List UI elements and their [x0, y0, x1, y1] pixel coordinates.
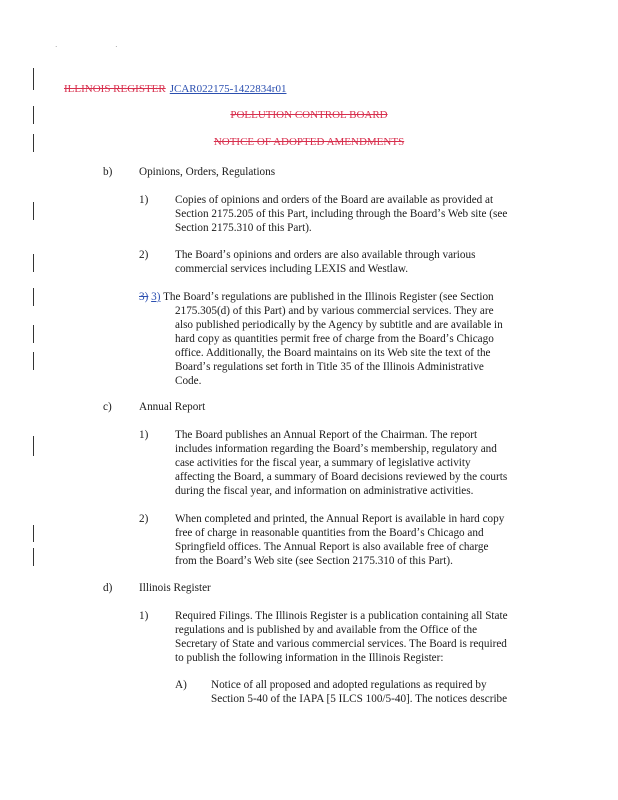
text-line: to publish the following information in the Illinois Register: — [175, 652, 444, 664]
text-line: Boardʼs regulations set forth in Title 35 of the Illinois Administrative — [175, 361, 484, 373]
text-line: The Board publishes an Annual Report of the Chairman. The report — [175, 429, 478, 441]
paragraph — [175, 304, 555, 388]
change-bar — [33, 254, 34, 272]
scan-marks: · · — [55, 43, 146, 51]
paragraph — [175, 512, 555, 568]
text-line: Section 5-40 of the IAPA [5 ILCS 100/5-40]. The notices describe — [211, 693, 508, 705]
text-line: includes information regarding the Boardʼs membership, regulatory and — [175, 443, 497, 455]
text-line: Secretary of State and various commercial services. The Board is required — [175, 638, 507, 650]
text-line: also published periodically by the Agency by subtitle and are available in — [175, 319, 503, 331]
section-label: d) — [103, 582, 113, 594]
deleted-number: 3) — [139, 291, 149, 303]
section-title: Opinions, Orders, Regulations — [139, 166, 276, 178]
change-bar — [33, 525, 34, 542]
text-line: The Boardʼs opinions and orders are also available through various — [175, 249, 476, 261]
item-number: 1) — [139, 429, 149, 441]
text-line: office. Additionally, the Board maintains on its Web site the text of the — [175, 347, 491, 359]
text-line: hard copy as quantities permit free of charge from the Boardʼs Chicago — [175, 333, 494, 345]
text-line: affecting the Board, a summary of Board decisions reviewed by the courts — [175, 471, 508, 483]
text-line: Required Filings. The Illinois Register is a publication containing all State — [175, 610, 508, 622]
change-bar — [33, 436, 34, 456]
text-line: 2175.305(d) of this Part) and by various commercial services. They are — [175, 305, 494, 317]
register-code: JCAR022175-1422834r01 — [169, 83, 287, 95]
item-number: 1) — [139, 610, 149, 622]
item-number: 2) — [139, 249, 149, 261]
paragraph — [211, 678, 551, 706]
notice-title: NOTICE OF ADOPTED AMENDMENTS — [213, 136, 405, 148]
change-bar — [33, 325, 34, 343]
text-line: The Boardʼs regulations are published in the Illinois Register (see Section — [163, 291, 494, 303]
text-line: Section 2175.310 of this Part). — [175, 222, 312, 234]
text-line: Section 2175.205 of this Part, including through the Boardʼs Web site (see — [175, 208, 508, 220]
paragraph — [175, 609, 555, 665]
change-bar — [33, 288, 34, 306]
section-label: c) — [103, 401, 112, 413]
item-number: 1) — [139, 194, 149, 206]
paragraph — [175, 428, 555, 498]
text-line: case activities for the fiscal year, a summary of legislative activity — [175, 457, 471, 469]
register-header — [64, 79, 286, 97]
text-line: from the Boardʼs Web site (see Section 2175.310 of this Part). — [175, 555, 453, 567]
paragraph — [175, 193, 555, 235]
text-line: Springfield offices. The Annual Report is also available free of charge — [175, 541, 489, 553]
change-bar — [33, 352, 34, 370]
text-line: during the fiscal year, and information on administrative activities. — [175, 485, 474, 497]
inserted-number: 3) — [151, 291, 161, 303]
agency-name: POLLUTION CONTROL BOARD — [230, 109, 388, 121]
paragraph — [175, 248, 555, 276]
text-line: regulations and is published by and available from the Office of the — [175, 624, 478, 636]
change-bar — [33, 202, 34, 220]
section-title: Annual Report — [139, 401, 206, 413]
change-bar — [33, 548, 34, 566]
item-number: 2) — [139, 513, 149, 525]
section-title: Illinois Register — [139, 582, 211, 594]
text-line: commercial services including LEXIS and Westlaw. — [175, 263, 409, 275]
section-label: b) — [103, 166, 113, 178]
text-line: free of charge in reasonable quantities from the Boardʼs Chicago and — [175, 527, 484, 539]
paragraph-first-line — [139, 290, 494, 304]
change-bar — [33, 68, 34, 90]
register-title-deleted: ILLINOIS REGISTER — [64, 83, 166, 95]
text-line: Code. — [175, 375, 202, 387]
item-number: A) — [175, 679, 187, 691]
text-line: Notice of all proposed and adopted regulations as required by — [211, 679, 487, 691]
text-line: Copies of opinions and orders of the Board are available as provided at — [175, 194, 494, 206]
text-line: When completed and printed, the Annual Report is available in hard copy — [175, 513, 505, 525]
